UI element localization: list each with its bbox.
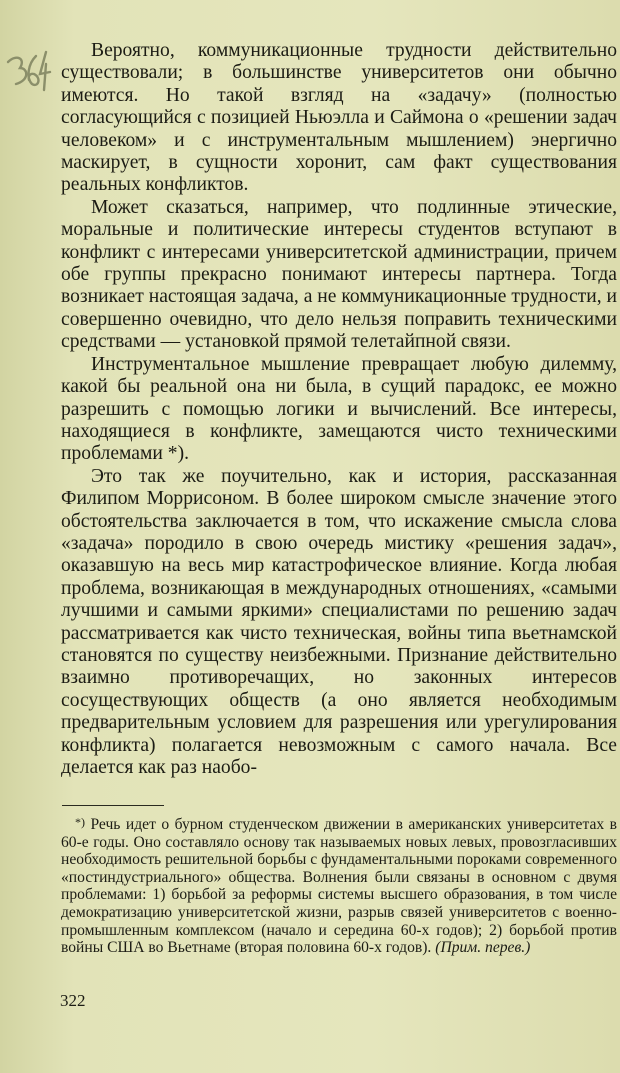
paragraph: Инструментальное мышление превращает любую дилемму, какой бы реальной она ни была, в сущий парадокс, ее можно разрешить с помощью логики и вычислений. Все интересы, находящиеся в конфликте, замещаются чисто техническими проблемами *). [61, 353, 617, 465]
handwritten-margin-note [2, 40, 52, 110]
paragraph: Вероятно, коммуникационные трудности действительно существовали; в большинстве университетов они обычно имеются. Но такой взгляд на «задачу» (полностью согласующийся с позицией Ньюэлла и Саймона о «решении задач человеком» и с инструментальным мышлением) энергично маскирует, в сущности хоронит, сам факт существования реальных конфликтов. [61, 40, 617, 196]
footnote-mark: *) [75, 815, 85, 829]
footnote-divider [62, 805, 164, 806]
footnote [61, 814, 617, 957]
footnote-credit: (Прим. перев.) [435, 939, 531, 957]
paragraph: Это так же поучительно, как и история, рассказанная Филипом Моррисоном. В более широком смысле значение этого обстоятельства заключается в том, что искажение смысла слова «задача» породило в свою очередь мистику «решения задач», оказавшую на весь мир катастрофическое влияние. Когда любая проблема, возникающая в международных отношениях, «самыми лучшими и самыми яркими» специалистами по решению задач рассматривается как чисто техническая, войны типа вьетнамской становятся по существу неизбежными. Признание действительно взаимно противоречащих, но законных интересов сосуществующих обществ (а оно является необходимым предварительным условием для разрешения или урегулирования конфликта) полагается невозможным с самого начала. Все делается как раз наобо- [61, 465, 617, 778]
paragraph: Может сказаться, например, что подлинные этические, моральные и политические интересы студентов вступают в конфликт с интересами университетской администрации, причем обе группы прекрасно понимают интересы партнера. Тогда возникает настоящая задача, а не коммуникационные трудности, и совершенно очевидно, что дело нельзя поправить техническими средствами — установкой прямой телетайпной связи. [61, 196, 617, 353]
main-text [61, 40, 617, 779]
footnote-text: Речь идет о бурном студенческом движении в американских университетах в 60-е годы. Оно составляло основу так называемых новых левых, провозгласивших необходимость решительной борьбы с фундаментальными пороками современного «постиндустриального» общества. Волнения были связаны в основном с двумя проблемами: 1) борьбой за реформы системы высшего образования, в том числе демократизацию университетской жизни, разрыв связей университетов с военно-промышленным комплексом (начало и середина 60-х годов); 2) борьбой против войны США во Вьетнаме (вторая половина 60-х годов). [61, 816, 617, 957]
footnote-body [61, 814, 617, 957]
page-number: 322 [60, 991, 86, 1010]
